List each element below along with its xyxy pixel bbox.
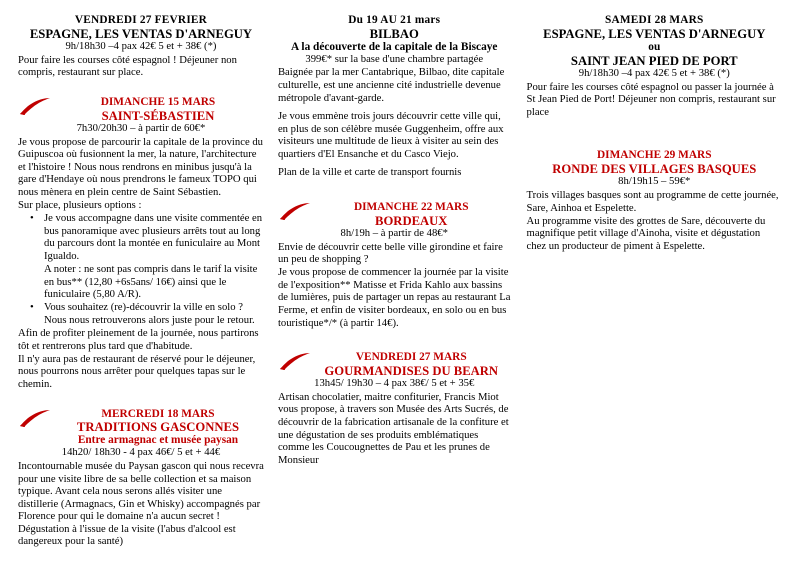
paragraph: Incontournable musée du Paysan gascon qui nous recevra pour une visite libre de sa belle collection et sa maison typique. Avant cela nous serons allés visiter une distillerie (Armagnacs, Gin et Whisky) accompagnés par Florence pour qui le domaine n'a aucun secret ! Dégustation à l'issue de la visite (l'abus d'alcool est dangereux pour la santé) [18, 460, 264, 548]
paragraph: Artisan chocolatier, maitre confiturier, Francis Miot vous propose, à travers son Musée des Arts Sucrés, de découvrir de la fabrication artisanale de la confiture et une dégustation de ses produits emblématiques comme les Coucougnettes de Pau et les prunes de Monsieur [277, 391, 509, 466]
entry-title: RONDE DES VILLAGES BASQUES [552, 161, 757, 176]
entry-title: ESPAGNE, LES VENTAS D'ARNEGUY [29, 26, 253, 41]
paragraph: Sur place, plusieurs options : [18, 199, 142, 211]
entry-title-block [52, 408, 264, 448]
entry-price: 8h/19h – à partir de 48€* [340, 227, 448, 239]
entry-mercredi-18-mars [18, 408, 264, 549]
entry-title: BORDEAUX [375, 213, 448, 228]
entry-price: 13h45/ 19h30 – 4 pax 38€/ 5 et + 35€ [314, 378, 475, 390]
entry-title: ESPAGNE, LES VENTAS D'ARNEGUY [543, 26, 766, 41]
entry-body [18, 461, 264, 549]
entry-body [278, 67, 511, 180]
entry-title-block [527, 14, 782, 68]
entry-dimanche-22-mars [278, 201, 511, 330]
entry-date: DIMANCHE 22 MARS [353, 200, 469, 213]
pen-icon [18, 97, 52, 117]
pen-icon [278, 202, 312, 222]
entry-body [18, 55, 264, 80]
entry-title-alt: SAINT JEAN PIED DE PORT [570, 53, 738, 68]
paragraph: Trois villages basques sont au programme de cette journée, Sare, Ainhoa et Espelette. [526, 189, 779, 214]
entry-body [278, 392, 511, 467]
spacer [18, 87, 264, 96]
entry-date: Du 19 AU 21 mars [348, 14, 441, 26]
entry-price: 9h/18h30 –4 pax 42€ 5 et + 38€ (*) [578, 67, 730, 79]
entry-body [527, 190, 782, 253]
entry-title: TRADITIONS GASCONNES [76, 420, 240, 435]
entry-price: 7h30/20h30 – à partir de 60€* [76, 122, 206, 134]
entry-header-row [18, 96, 264, 123]
entry-date: VENDREDI 27 FEVRIER [74, 14, 208, 26]
entry-date: DIMANCHE 15 MARS [100, 95, 216, 108]
entry-dimanche-29-mars [527, 149, 782, 253]
paragraph: Envie de découvrir cette belle ville girondine et faire un peu de shopping ? [277, 241, 503, 266]
entry-title-block [527, 149, 782, 176]
paragraph: Je vous emmène trois jours découvrir cette ville qui, en plus de son célèbre musée Guggenheim, offre aux visiteurs une multitude de lieux à visiter au sein des quartiers d'El Ensanche et du Casco Viejo. [277, 111, 504, 160]
pen-icon [278, 352, 312, 372]
column-middle [274, 14, 521, 565]
paragraph: Baignée par la mer Cantabrique, Bilbao, dite capitale culturelle, est une ancienne cité industrielle devenue métropole d'avant-garde. [277, 67, 505, 104]
entry-vendredi-27-fevrier [18, 14, 264, 80]
entry-subtitle: A la découverte de la capitale de la Biscaye [291, 40, 498, 53]
spacer [18, 399, 264, 408]
entry-title: SAINT-SÉBASTIEN [101, 108, 215, 123]
entry-date: SAMEDI 28 MARS [605, 14, 704, 26]
paragraph: Je vous propose de parcourir la capitale de la province du Guipuscoa où fusionnent la mer, la nature, l'architecture et l'histoire ! Nous nous rendrons en minibus jusqu'à la gare d'Hendaye où nous prendrons le fameux TOPO qui nous mènera en plein centre de Saint Sébastien. [18, 136, 264, 198]
list-item: • Je vous accompagne dans une visite commentée en bus panoramique avec plusieurs arrêts tout au long du parcours dont la montée en funiculaire au Mont Igualdo. [18, 213, 264, 263]
spacer [527, 126, 782, 140]
entry-body [278, 242, 511, 331]
entry-body [527, 82, 782, 120]
entry-date: DIMANCHE 29 MARS [596, 149, 712, 162]
entry-bullet-note: A noter : ne sont pas compris dans le tarif la visite en bus** (12,80 +6s5ans/ 16€) ainsi que le funiculaire (5,80 A/R). [44, 264, 258, 301]
entry-title: GOURMANDISES DU BEARN [324, 363, 499, 378]
entry-title-block [18, 14, 264, 41]
paragraph: Je vous propose de commencer la journée par la visite de l'exposition** Matisse et Frida Kahlo aux bassins de lumières, puis de partager un repas au restaurant La Ferme, et enfin de visiter bordeaux, en solo ou en bus touristique*/* (à partir 14€). [277, 267, 511, 329]
entry-vendredi-27-mars [278, 351, 511, 467]
entry-price: 8h/19h15 – 59€* [618, 176, 691, 188]
paragraph: Afin de profiter pleinement de la journée, nous partirons tôt et rentrerons plus tard que d'habitude. [18, 328, 259, 352]
entry-price: 14h20/ 18h30 - 4 pax 46€/ 5 et + 44€ [61, 447, 221, 459]
spacer [527, 140, 782, 149]
entry-header-row [278, 351, 511, 378]
entry-dimanche-15-mars [18, 96, 264, 392]
entry-date: MERCREDI 18 MARS [101, 407, 215, 420]
spacer [278, 187, 511, 201]
entry-bullet-list [18, 213, 264, 263]
entry-price: 399€* sur la base d'une chambre partagée [305, 53, 484, 65]
entry-header-row [18, 408, 264, 448]
entry-title-connector: ou [648, 40, 661, 53]
paragraph: Pour faire les courses côté espagnol ! Déjeuner non compris, restaurant sur place. [18, 54, 237, 79]
entry-subtitle: Entre armagnac et musée paysan [77, 434, 239, 447]
entry-samedi-28-mars [527, 14, 782, 119]
paragraph: Plan de la ville et carte de transport fournis [277, 167, 462, 179]
paragraph: Pour faire les courses côté espagnol ou passer la journée à St Jean Pied de Port! Déjeuner non compris, restaurant sur place [526, 81, 776, 118]
spacer [278, 337, 511, 351]
entry-date: VENDREDI 27 MARS [355, 351, 467, 364]
entry-title-block [312, 351, 511, 378]
column-right [521, 14, 782, 565]
entry-header-row [278, 201, 511, 228]
entry-title-block [278, 14, 511, 54]
list-item: • Vous souhaitez (re)-découvrir la ville en solo ? Nous nous retrouverons alors juste pour le retour. [18, 302, 264, 327]
entry-title: BILBAO [369, 26, 419, 41]
entry-bullet-list-2 [18, 302, 264, 327]
entry-title-block [312, 201, 511, 228]
pen-icon [18, 409, 52, 429]
entry-price: 9h/18h30 –4 pax 42€ 5 et + 38€ (*) [65, 40, 217, 52]
entry-body-after [18, 328, 264, 391]
column-left [18, 14, 274, 565]
paragraph: Au programme visite des grottes de Sare, découverte du magnifique petit village d'Ainoha, visite et dégustation chez un producteur de piment à Espelette. [526, 215, 766, 252]
entry-body [18, 137, 264, 213]
entry-du-19-au-21-mars [278, 14, 511, 180]
entry-title-block [52, 96, 264, 123]
paragraph: Il n'y aura pas de restaurant de réservé pour le déjeuner, nous pourrons nous arrêter pour quelques tapas sur le chemin. [18, 353, 256, 390]
